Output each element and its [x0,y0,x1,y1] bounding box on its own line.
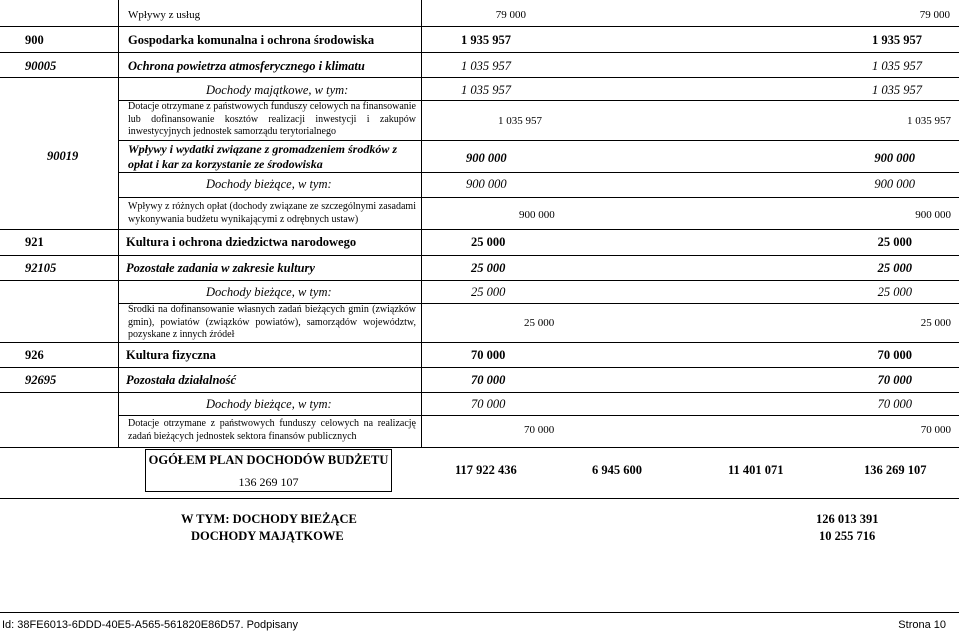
section-name: Kultura fizyczna [126,348,216,362]
summary-majatkowe-value: 10 255 716 [819,529,876,543]
section-value: 70 000 [877,348,912,362]
item-description: Dotacje otrzymane z państwowych funduszy celowych na realizację zadań bieżących jednostek sektora finansów publicznych [128,418,416,442]
section-value: 1 935 957 [872,33,922,47]
item-description: Wpływy z różnych opłat (dochody związane ze szczególnymi zasadami wykonywania budżetu wynikającymi z odrębnych ustaw) [128,201,416,225]
category-value: 900 000 [466,177,507,191]
total-value: 6 945 600 [592,463,642,477]
row-separator [0,392,959,393]
category-value: 1 035 957 [461,83,511,97]
subsection-name: Wpływy i wydatki związane z gromadzeniem środków z opłat i kar za korzystanie ze środowiska [128,142,398,171]
item-value: 900 000 [519,209,555,221]
item-value: 25 000 [524,317,555,329]
section-code: 926 [25,348,44,362]
subsection-value: 1 035 957 [872,59,922,73]
subsection-name: Pozostałe zadania w zakresie kultury [126,261,315,275]
row-separator [0,367,959,368]
row-separator [0,280,959,281]
category-label: Dochody bieżące, w tym: [206,285,332,299]
item-value: 900 000 [915,209,951,221]
category-value: 70 000 [877,397,912,411]
category-value: 1 035 957 [872,83,922,97]
subsection-value: 25 000 [471,261,506,275]
item-value: 70 000 [524,424,555,436]
item-description: Środki na dofinansowanie własnych zadań bieżących gmin (związków gmin), powiatów (związków powiatów), samorządów województw, pozyskane z innych źródeł [128,304,416,340]
category-value: 900 000 [874,177,915,191]
item-value: 70 000 [920,424,951,436]
category-label: Dochody bieżące, w tym: [206,397,332,411]
subsection-code: 90005 [25,59,57,73]
table-bottom-border [0,498,959,499]
subsection-value: 70 000 [877,373,912,387]
row-separator [0,26,959,27]
row-value: 79 000 [919,9,950,21]
row-name: Wpływy z usług [128,9,201,21]
section-value: 25 000 [877,235,912,249]
row-separator [118,140,959,141]
category-label: Dochody majątkowe, w tym: [206,83,349,97]
column-divider [118,0,119,447]
total-label: OGÓŁEM PLAN DOCHODÓW BUDŻETU [148,453,389,467]
category-value: 25 000 [471,285,506,299]
category-value: 25 000 [877,285,912,299]
summary-biezace-label: W TYM: DOCHODY BIEŻĄCE [181,512,357,526]
total-value: 11 401 071 [728,463,784,477]
item-value: 1 035 957 [907,115,951,127]
row-separator [0,77,959,78]
subsection-value: 900 000 [466,151,507,165]
row-separator [0,447,959,448]
section-code: 900 [25,33,44,47]
row-separator [0,52,959,53]
row-value: 79 000 [495,9,526,21]
subsection-code: 92695 [25,373,57,387]
subsection-name: Pozostała działalność [126,373,237,387]
subsection-value: 1 035 957 [461,59,511,73]
row-separator [0,342,959,343]
subsection-code: 92105 [25,261,57,275]
item-description: Dotacje otrzymane z państwowych funduszy celowych na finansowanie lub dofinansowanie kosztów realizacji inwestycji i zakupów inwestycyjnych jednostek samorządu terytorialnego [128,101,416,137]
section-name: Kultura i ochrona dziedzictwa narodowego [126,235,357,249]
section-value: 70 000 [471,348,506,362]
total-value: 117 922 436 [455,463,517,477]
row-separator [118,197,959,198]
category-label: Dochody bieżące, w tym: [206,177,332,191]
row-separator [0,255,959,256]
section-value: 25 000 [471,235,506,249]
total-value: 136 269 107 [864,463,927,477]
subsection-value: 900 000 [874,151,915,165]
document-id: Id: 38FE6013-6DDD-40E5-A565-561820E86D57. Podpisany [2,619,298,631]
row-separator [118,172,959,173]
section-code: 921 [25,235,44,249]
subsection-name: Ochrona powietrza atmosferycznego i klimatu [128,59,365,73]
total-label-box [145,449,392,492]
summary-biezace-value: 126 013 391 [816,512,879,526]
subsection-value: 25 000 [877,261,912,275]
section-name: Gospodarka komunalna i ochrona środowiska [128,33,375,47]
row-separator [118,415,959,416]
total-under-label: 136 269 107 [238,475,299,489]
item-value: 25 000 [920,317,951,329]
page-number: Strona 10 [898,619,946,631]
summary-majatkowe-label: DOCHODY MAJĄTKOWE [191,529,344,543]
section-value: 1 935 957 [461,33,511,47]
subsection-code: 90019 [47,149,79,163]
category-value: 70 000 [471,397,506,411]
subsection-value: 70 000 [471,373,506,387]
column-divider [421,0,422,447]
footer-rule [0,612,959,613]
item-value: 1 035 957 [498,115,542,127]
row-separator [0,229,959,230]
